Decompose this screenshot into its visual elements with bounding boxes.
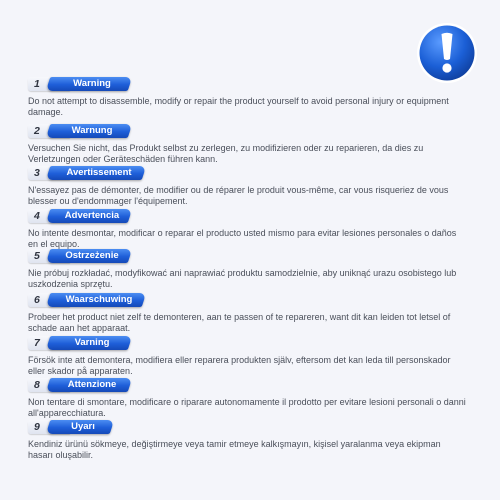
- entry-header: [28, 166, 158, 180]
- entry-number: 1: [34, 78, 40, 90]
- warning-entry-swedish: [28, 336, 473, 377]
- warning-entry-dutch: [28, 293, 473, 334]
- entry-label: Uyarı: [71, 421, 95, 432]
- exclamation-alert-icon: [416, 22, 478, 84]
- entry-label: Varning: [74, 337, 110, 348]
- entry-text: Probeer het product niet zelf te demonteren, aan te passen of te repareren, want dit kan leiden tot letsel of schade aan het apparaat.: [28, 312, 451, 333]
- entry-header: [28, 124, 158, 138]
- warning-entry-english: [28, 77, 473, 118]
- warning-entry-polish: [28, 249, 473, 290]
- warning-entry-german: [28, 124, 473, 165]
- entry-header: [28, 77, 158, 91]
- entry-label: Avertissement: [66, 167, 132, 178]
- entry-label: Attenzione: [67, 379, 117, 390]
- entry-text: N'essayez pas de démonter, de modifier ou de réparer le produit vous-même, car vous risqueriez de vous blesser ou d'endommager l'équipement.: [28, 185, 449, 206]
- entry-header: [28, 249, 158, 263]
- warning-entry-turkish: [28, 420, 473, 461]
- entry-text: Försök inte att demontera, modifiera eller reparera produkten själv, eftersom det kan leda till personskador eller skador på apparaten.: [28, 355, 451, 376]
- entry-text: Kendiniz ürünü sökmeye, değiştirmeye veya tamir etmeye kalkışmayın, kişisel yaralanma veya ekipman hasarı oluşabilir.: [28, 439, 441, 460]
- entry-text: Do not attempt to disassemble, modify or repair the product yourself to avoid personal injury or equipment damage.: [28, 96, 449, 117]
- entry-text: Versuchen Sie nicht, das Produkt selbst zu zerlegen, zu modifizieren oder zu reparieren, da dies zu Verletzungen oder Geräteschäden führen kann.: [28, 143, 424, 164]
- warning-entry-spanish: [28, 209, 473, 250]
- entry-label: Waarschuwing: [65, 294, 133, 305]
- entry-header: [28, 293, 158, 307]
- entry-text: No intente desmontar, modificar o reparar el producto usted mismo para evitar lesiones personales o daños en el equipo.: [28, 228, 457, 249]
- entry-number: 8: [34, 379, 40, 391]
- entry-number: 6: [34, 294, 40, 306]
- entry-label: Warning: [73, 78, 111, 89]
- entry-number: 9: [34, 421, 40, 433]
- entry-number: 2: [34, 125, 40, 137]
- entry-text: Non tentare di smontare, modificare o riparare autonomamente il prodotto per evitare lesioni personali o danni all'apparecchiatura.: [28, 397, 466, 418]
- warning-entry-french: [28, 166, 473, 207]
- entry-header: [28, 378, 158, 392]
- entry-header: [28, 420, 158, 434]
- entry-number: 4: [34, 210, 40, 222]
- entry-number: 3: [34, 167, 40, 179]
- entry-text: Nie próbuj rozkładać, modyfikować ani naprawiać produktu samodzielnie, aby uniknąć urazu osobistego lub uszkodzenia sprzętu.: [28, 268, 457, 289]
- entry-label: Advertencia: [64, 210, 120, 221]
- entry-label: Ostrzeżenie: [65, 250, 119, 261]
- entry-label: Warnung: [71, 125, 113, 136]
- entry-number: 5: [34, 250, 40, 262]
- entry-number: 7: [34, 337, 40, 349]
- entry-header: [28, 336, 158, 350]
- warning-entry-italian: [28, 378, 473, 419]
- entry-header: [28, 209, 158, 223]
